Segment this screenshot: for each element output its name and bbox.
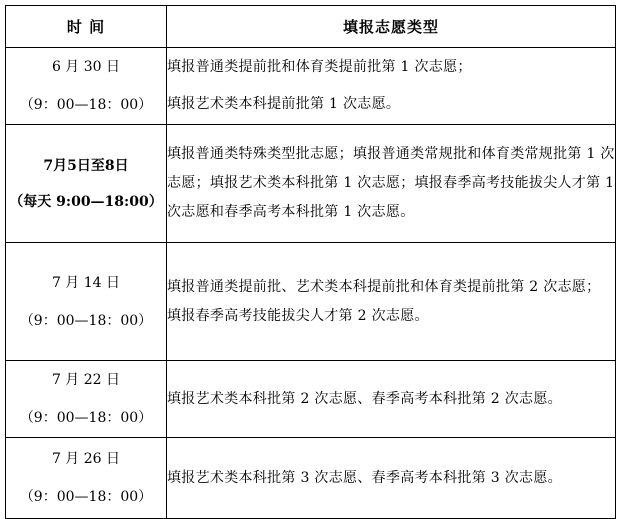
table-row: [6, 438, 616, 519]
hours-text: （每天 9:00—18:00）: [9, 193, 163, 210]
date-text: 7 月 14 日: [51, 274, 121, 291]
type-line: 填报春季高考技能拔尖人才第 2 次志愿。: [167, 307, 429, 324]
type-line: 填报艺术类本科批第 2 次志愿、春季高考本科批第 2 次志愿。: [167, 391, 562, 407]
type-cell: [167, 243, 616, 361]
time-cell: [6, 48, 167, 125]
hours-text: （9：00—18：00）: [19, 97, 153, 113]
type-cell: [167, 438, 616, 519]
time-cell: [6, 243, 167, 361]
time-cell: [6, 125, 167, 243]
type-line: 填报艺术类本科批第 3 次志愿、春季高考本科批第 3 次志愿。: [167, 470, 562, 486]
type-line: 填报普通类特殊类型批志愿；填报普通类常规批和体育类常规批第 1 次志愿；填报艺术类本科批第 1 次志愿；填报春季高考技能拔尖人才第 1 次志愿和春季高考本科批第 1 次志愿。: [167, 146, 615, 220]
header-type: 填报志愿类型: [167, 6, 616, 48]
table-header-row: [6, 6, 616, 48]
table-row: [6, 361, 616, 438]
table-row: [6, 243, 616, 361]
table-row: [6, 125, 616, 243]
date-text: 7月5日至8日: [43, 157, 129, 174]
type-cell: [167, 48, 616, 125]
type-line: 填报艺术类本科提前批第 1 次志愿。: [167, 96, 401, 112]
header-time: 时 间: [6, 6, 167, 48]
volunteer-schedule-table: [5, 5, 616, 519]
table-row: [6, 48, 616, 125]
type-cell: [167, 125, 616, 243]
hours-text: （9：00—18：00）: [19, 312, 153, 329]
date-text: 6 月 30 日: [51, 59, 121, 75]
time-cell: [6, 361, 167, 438]
date-text: 7 月 26 日: [51, 451, 121, 467]
hours-text: （9：00—18：00）: [19, 410, 153, 426]
time-cell: [6, 438, 167, 519]
type-line: 填报普通类提前批、艺术类本科提前批和体育类提前批第 2 次志愿；: [167, 278, 601, 295]
type-line: 填报普通类提前批和体育类提前批第 1 次志愿；: [167, 59, 472, 75]
hours-text: （9：00—18：00）: [19, 489, 153, 505]
type-cell: [167, 361, 616, 438]
date-text: 7 月 22 日: [51, 372, 121, 388]
